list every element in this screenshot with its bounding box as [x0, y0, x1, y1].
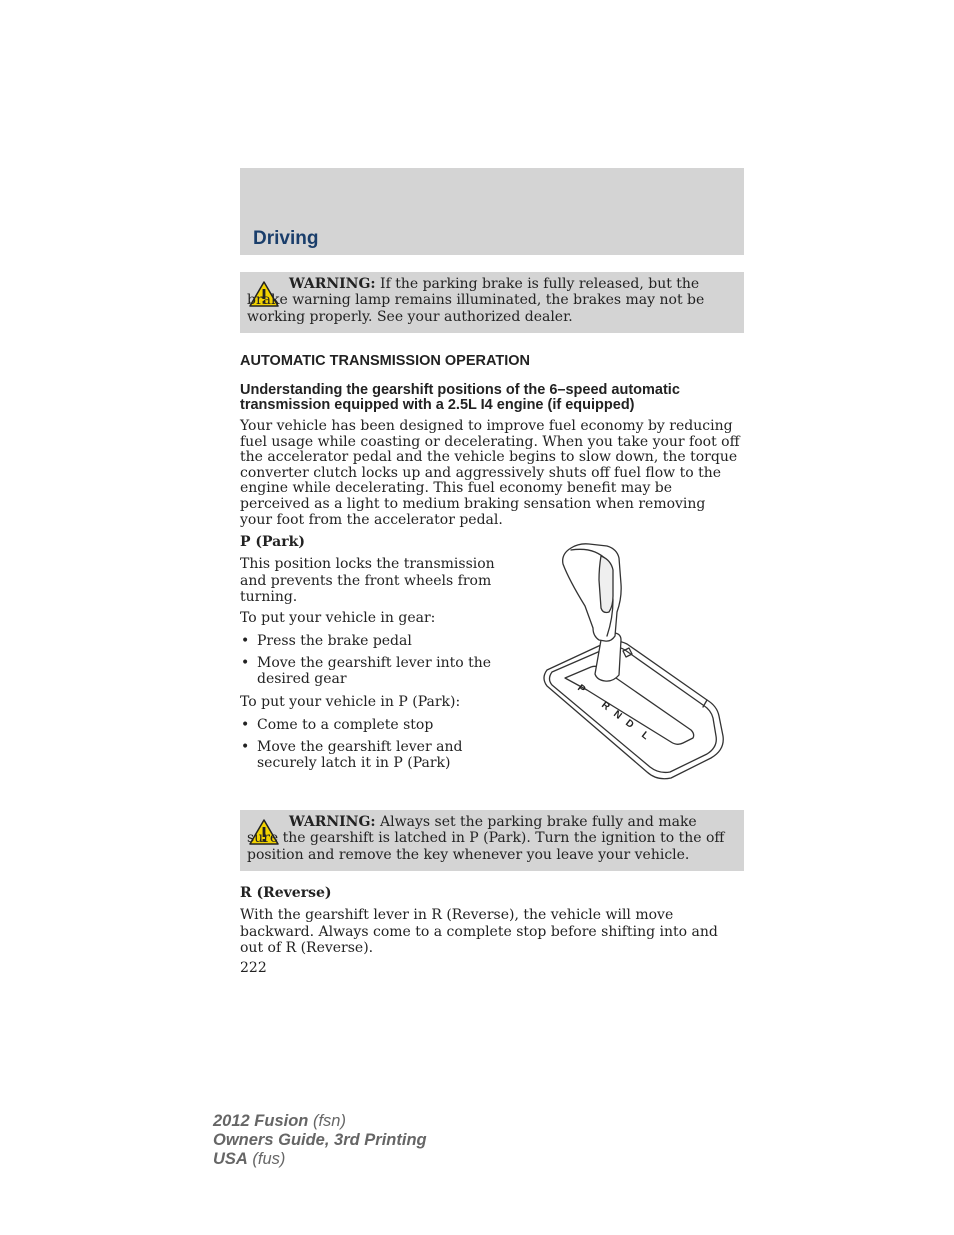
list-item: • Come to a complete stop [240, 717, 500, 734]
gearshift-illustration [535, 540, 735, 785]
footer-market: USA [213, 1150, 248, 1168]
main-heading: AUTOMATIC TRANSMISSION OPERATION [240, 353, 530, 369]
footer-model: 2012 Fusion [213, 1112, 309, 1130]
park-label: P (Park) [240, 534, 305, 550]
gear-intro: To put your vehicle in gear: [240, 610, 436, 626]
warning-body: If the parking brake is fully released, but the brake warning lamp remains illuminated, the brakes may not be working properly. See your authorized dealer. [247, 276, 705, 325]
gear-letter-n: N [611, 708, 624, 722]
warning-body: Always set the parking brake fully and make sure the gearshift is latched in P (Park). Turn the ignition to the off position and remove the key whenever you leave your vehicle. [247, 814, 725, 863]
warning-text [247, 276, 730, 325]
warning-box [240, 810, 744, 871]
warning-box [240, 272, 744, 333]
gear-letter-d: D [623, 717, 636, 731]
warning-text [247, 814, 730, 863]
gear-letter-p: P [575, 682, 588, 696]
gear-letter-l: L [639, 729, 651, 743]
page-number: 222 [240, 960, 267, 976]
intro-paragraph: Your vehicle has been designed to improve fuel economy by reducing fuel usage while coasting or decelerating. When you take your foot off the accelerator pedal and the vehicle begins to slow down, the torque converter clutch locks up and aggressively shuts off fuel flow to the engine while decelerating. This fuel economy benefit may be perceived as a light to medium braking sensation when removing your foot from the accelerator pedal. [240, 418, 740, 528]
gear-letter-r: R [599, 699, 612, 713]
list-item: • Press the brake pedal [240, 633, 500, 650]
park-steps-list [240, 717, 500, 777]
reverse-label: R (Reverse) [240, 885, 332, 901]
reverse-description: With the gearshift lever in R (Reverse), the vehicle will move backward. Always come to a complete stop before shifting into and out of R (Reverse). [240, 907, 718, 956]
park-intro: To put your vehicle in P (Park): [240, 694, 461, 710]
section-title: Driving [253, 228, 319, 249]
footer-line-model [213, 1112, 427, 1131]
warning-label: WARNING: [289, 276, 376, 292]
gear-steps-list [240, 633, 500, 693]
warning-label: WARNING: [289, 814, 376, 830]
sub-heading: Understanding the gearshift positions of the 6–speed automatic transmission equipped with a 2.5L I4 engine (if equipped) [240, 382, 680, 413]
list-item: • Move the gearshift lever into the desired gear [240, 655, 500, 688]
footer-model-code: (fsn) [308, 1112, 346, 1130]
park-description: This position locks the transmission and prevents the front wheels from turning. [240, 556, 495, 605]
list-item: • Move the gearshift lever and securely latch it in P (Park) [240, 739, 500, 772]
footer-line-market [213, 1150, 427, 1169]
footer-market-code: (fus) [247, 1150, 286, 1168]
footer-imprint [213, 1112, 427, 1169]
footer-line-guide: Owners Guide, 3rd Printing [213, 1131, 427, 1149]
